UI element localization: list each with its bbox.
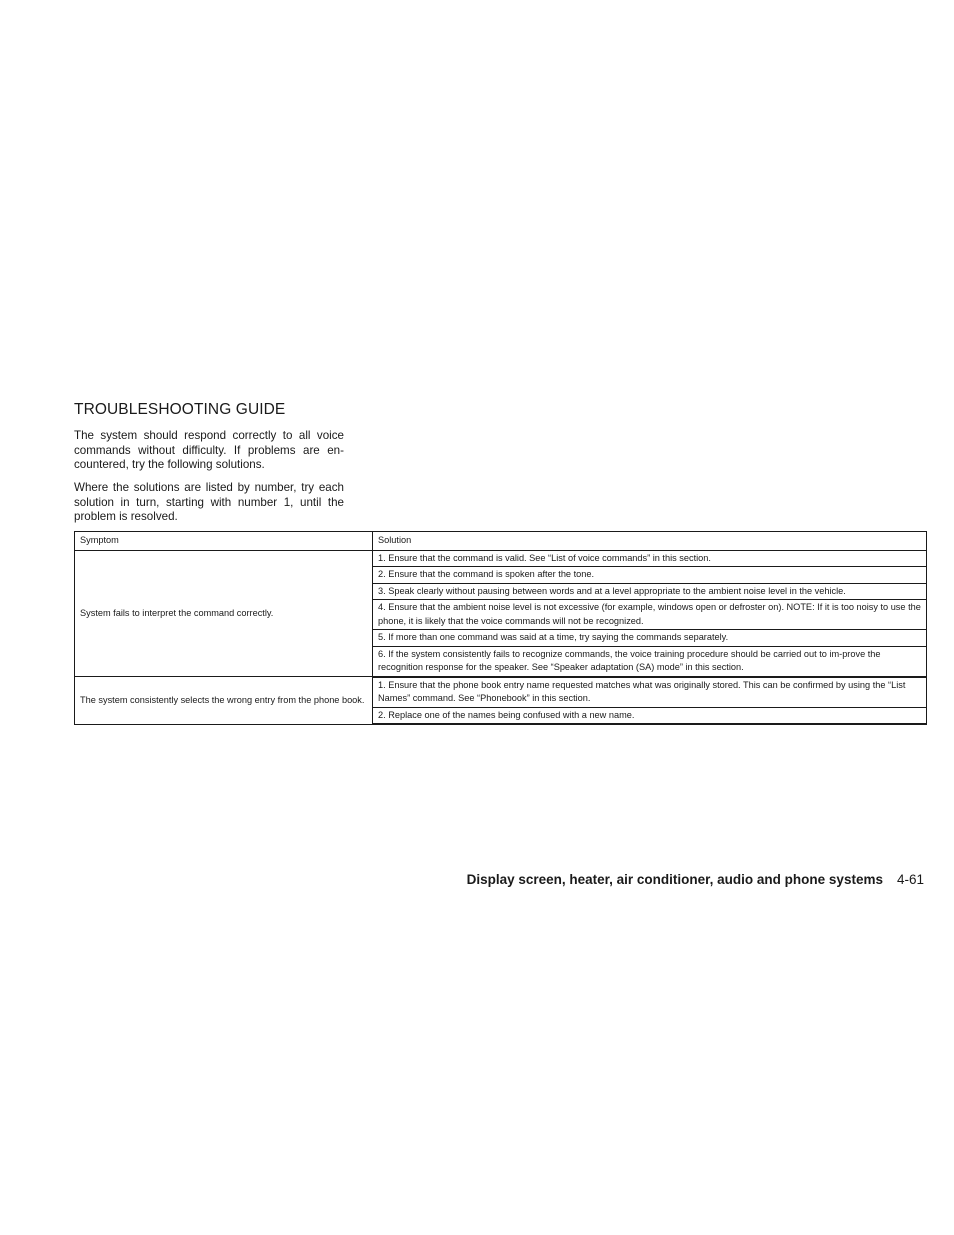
instructions-paragraph: Where the solutions are listed by number, try each solution in turn, starting with number 1, until the problem is resolved. <box>74 481 344 524</box>
page-footer <box>467 872 924 887</box>
section-title: TROUBLESHOOTING GUIDE <box>74 401 286 418</box>
solution-cell: 3. Speak clearly without pausing between words and at a level appropriate to the ambient noise level in the vehicle. <box>373 583 927 600</box>
solution-cell: 6. If the system consistently fails to recognize commands, the voice training procedure should be carried out to im-prove the recognition response for the speaker. See “Speaker adaptation (SA) mode” in this section. <box>373 646 927 677</box>
table-header-row <box>75 532 927 551</box>
table-row <box>75 550 927 567</box>
page-number: 4-61 <box>896 872 924 887</box>
symptom-cell: System fails to interpret the command correctly. <box>75 550 373 677</box>
solution-column-header: Solution <box>373 532 927 551</box>
solution-cell: 2. Replace one of the names being confused with a new name. <box>373 707 927 724</box>
solution-cell: 1. Ensure that the command is valid. See “List of voice commands” in this section. <box>373 550 927 567</box>
table-row <box>75 677 927 708</box>
symptom-column-header: Symptom <box>75 532 373 551</box>
solution-cell: 4. Ensure that the ambient noise level is not excessive (for example, windows open or defroster on). NOTE: If it is too noisy to use the phone, it is likely that the voice commands will not be recognized. <box>373 600 927 630</box>
footer-title: Display screen, heater, air conditioner, audio and phone systems <box>466 872 883 887</box>
troubleshooting-table <box>74 531 927 725</box>
symptom-cell: The system consistently selects the wrong entry from the phone book. <box>75 677 373 725</box>
solution-cell: 1. Ensure that the phone book entry name requested matches what was originally stored. This can be confirmed by using the “List Names” command. See “Phonebook” in this section. <box>373 677 927 708</box>
intro-paragraph: The system should respond correctly to all voice commands without difficulty. If problems are en-countered, try the following solutions. <box>74 429 344 472</box>
solution-cell: 5. If more than one command was said at a time, try saying the commands separately. <box>373 630 927 647</box>
solution-cell: 2. Ensure that the command is spoken after the tone. <box>373 567 927 584</box>
